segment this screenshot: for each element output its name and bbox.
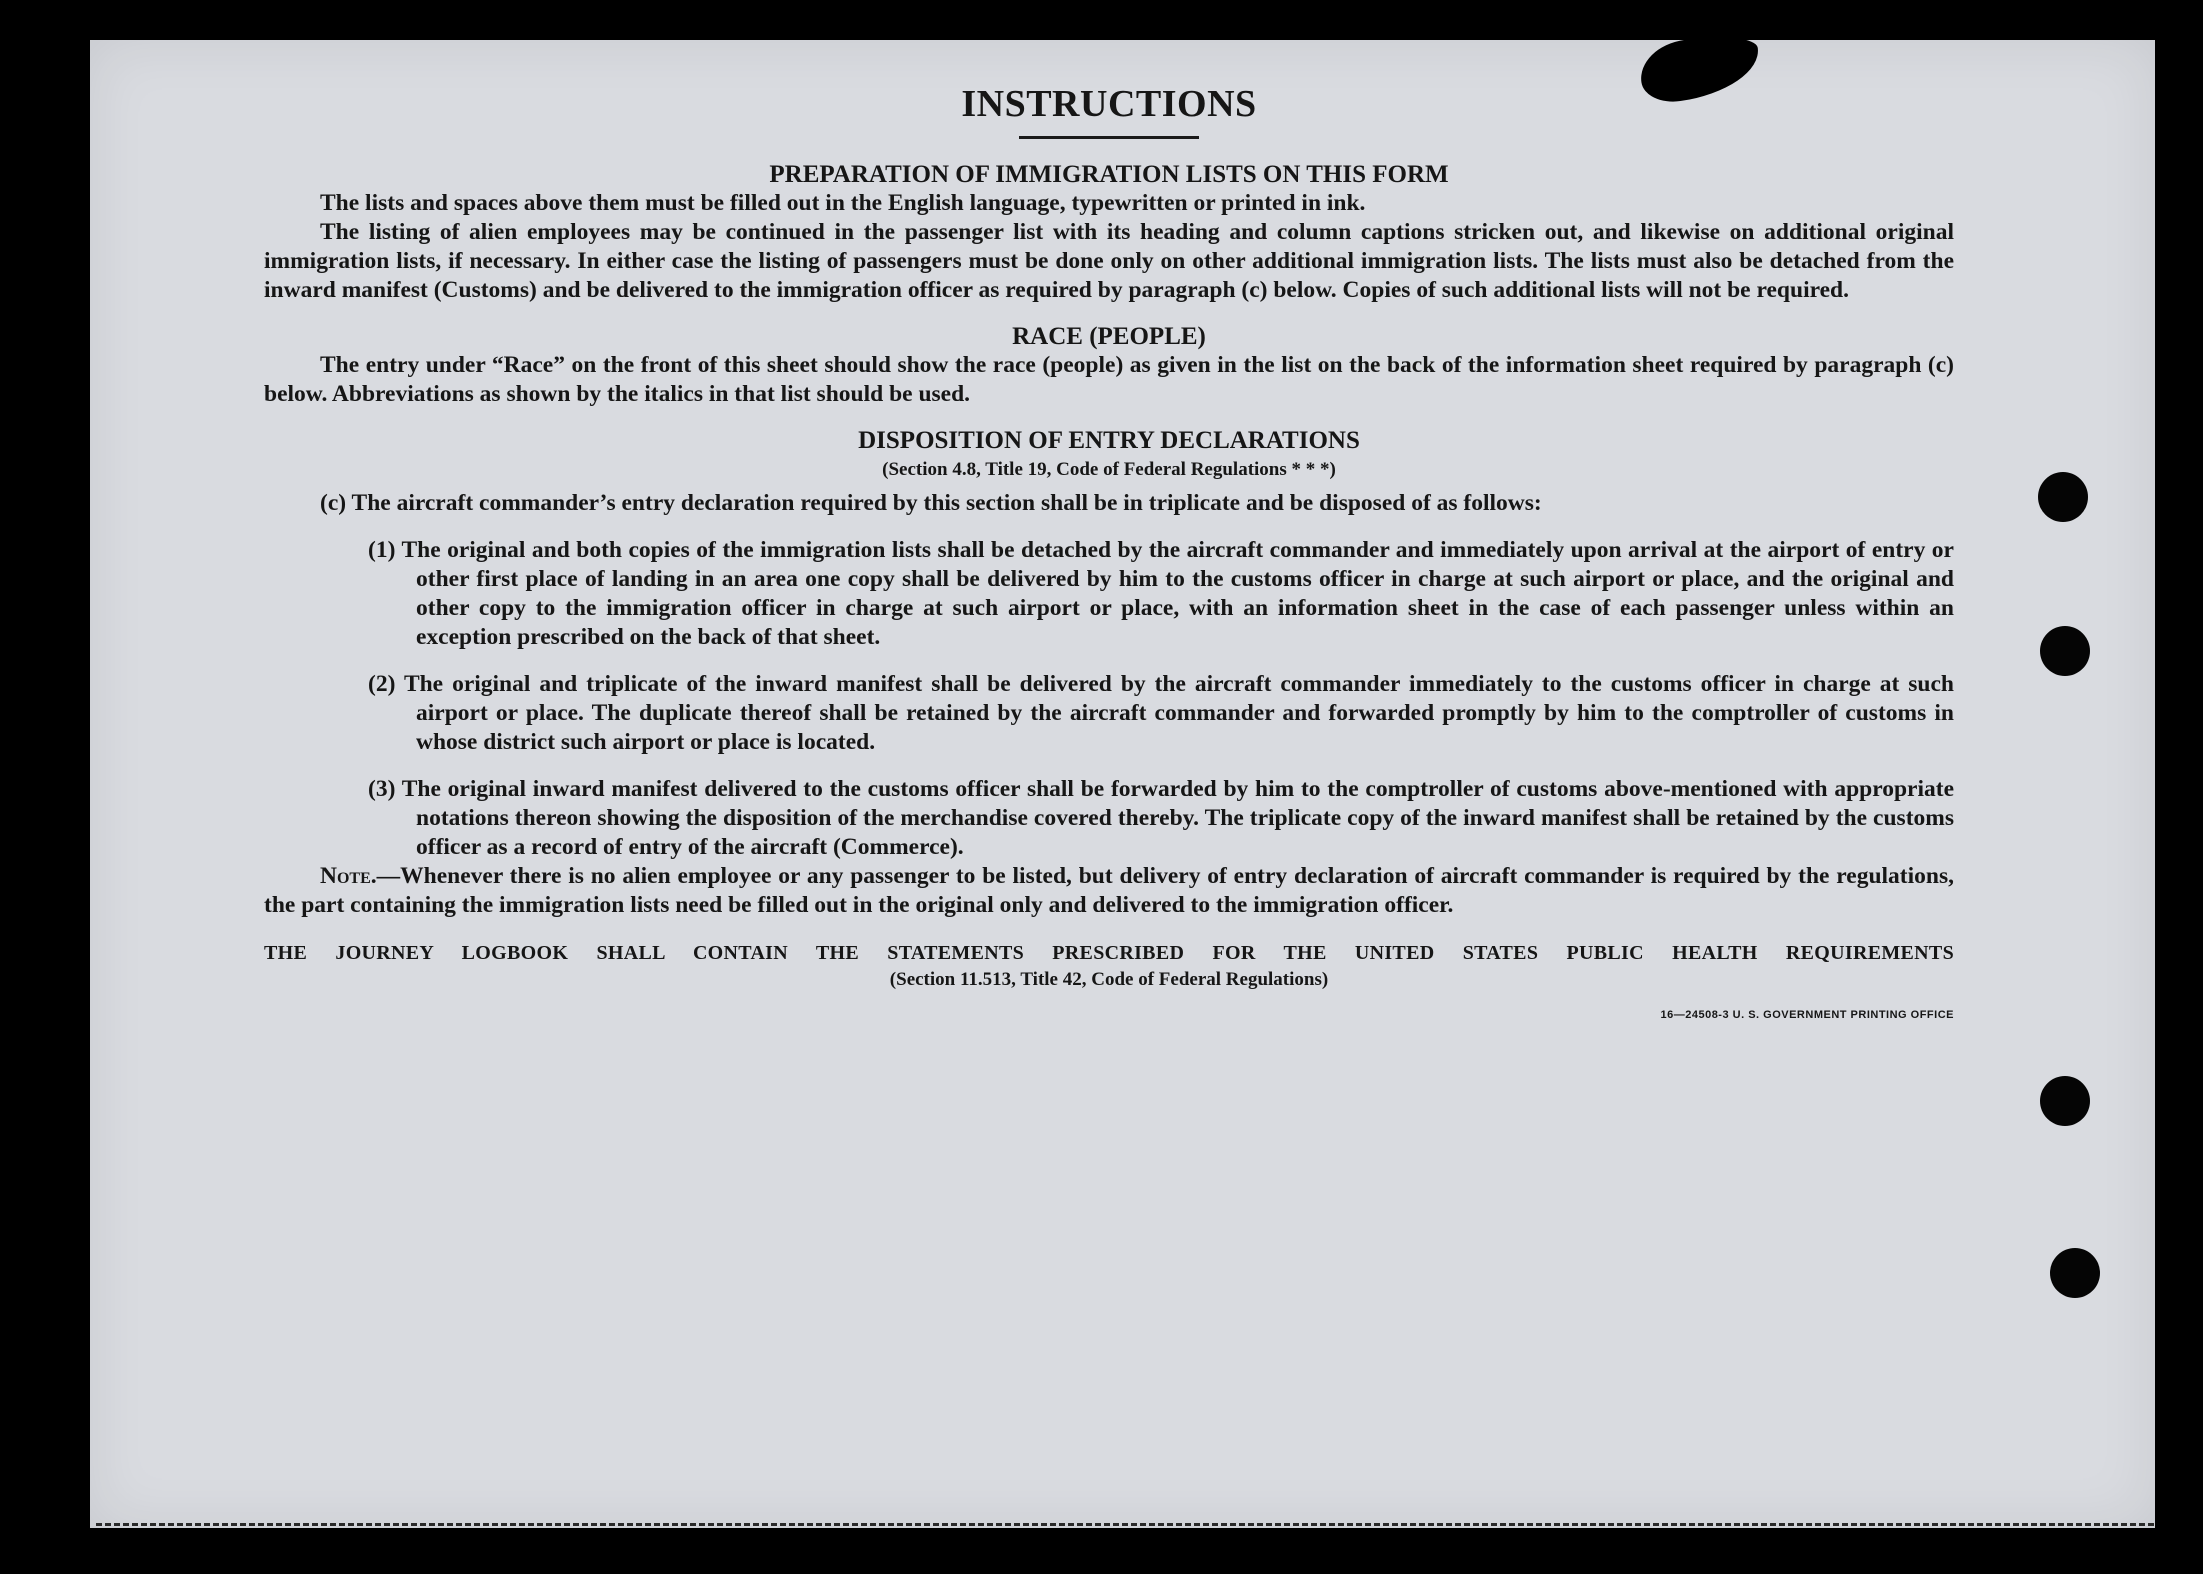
title-rule [1019, 136, 1199, 139]
clause-c-text: The aircraft commander’s entry declaration required by this section shall be in triplicate and be disposed of as follows: [351, 490, 1542, 516]
item-text: The original and triplicate of the inward manifest shall be delivered by the aircraft commander immediately to the customs officer in charge at such airport or place. The duplicate thereof shall be retained by the aircraft commander and forwarded promptly by him to the comptroller of customs in whose district such airport or place is located. [403, 671, 1954, 755]
item-number: (3) [368, 776, 396, 802]
note-label: Note. [320, 863, 377, 889]
list-item [264, 670, 1954, 757]
clause-c [264, 489, 1954, 518]
disposition-heading: DISPOSITION OF ENTRY DECLARATIONS [858, 427, 1360, 454]
punch-hole [2050, 1248, 2100, 1298]
imprint-row [264, 991, 1954, 1031]
punch-hole [2038, 472, 2088, 522]
item-number: (1) [368, 537, 396, 563]
immigration-para-2: The listing of alien employees may be continued in the passenger list with its heading and column captions stricken out, and likewise on additional original immigration lists, if necessary. In either case the listing of passengers must be done only on other additional immigration lists. The lists must also be detached from the inward manifest (Customs) and be delivered to the immigration officer as required by paragraph (c) below. Copies of such additional lists will not be required. [264, 219, 1954, 303]
note-text: —Whenever there is no alien employee or any passenger to be listed, but delivery of entry declaration of aircraft commander is required by the regulations, the part containing the immigration lists need be filled out in the original only and delivered to the immigration officer. [264, 863, 1954, 918]
health-citation: (Section 11.513, Title 42, Code of Federal Regulations) [889, 969, 1329, 990]
health-requirements-line: THE JOURNEY LOGBOOK SHALL CONTAIN THE STATEMENTS PRESCRIBED FOR THE UNITED STATES PUBLIC HEALTH REQUIREMENTS [264, 942, 1954, 964]
race-heading: RACE (PEOPLE) [1012, 323, 1206, 350]
printing-office-imprint: 16—24508-3 U. S. GOVERNMENT PRINTING OFFICE [1660, 1009, 1954, 1021]
disposition-citation: (Section 4.8, Title 19, Code of Federal Regulations * * *) [882, 459, 1336, 480]
clause-c-label: (c) [320, 490, 347, 516]
perforation-line [96, 1523, 2154, 1526]
note-paragraph [264, 862, 1954, 920]
list-item [264, 775, 1954, 862]
punch-hole [2040, 1076, 2090, 1126]
page-title: INSTRUCTIONS [961, 83, 1257, 125]
punch-hole [2040, 626, 2090, 676]
list-item [264, 536, 1954, 652]
immigration-heading: PREPARATION OF IMMIGRATION LISTS ON THIS FORM [769, 161, 1449, 188]
immigration-para-1: The lists and spaces above them must be filled out in the English language, typewritten or printed in ink. [320, 190, 1366, 216]
item-text: The original inward manifest delivered to the customs officer shall be forwarded by him to the comptroller of customs above-mentioned with appropriate notations thereon showing the disposition of the merchandise covered thereby. The triplicate copy of the inward manifest shall be retained by the customs officer as a record of entry of the aircraft (Commerce). [401, 776, 1954, 860]
instructions-content [264, 82, 1954, 1031]
item-number: (2) [368, 671, 396, 697]
item-text: The original and both copies of the immigration lists shall be detached by the aircraft commander and immediately upon arrival at the airport of entry or other first place of landing in an area one copy shall be delivered by him to the customs officer in charge at such airport or place, and the original and other copy to the immigration officer in charge at such airport or place, with an information sheet in the case of each passenger unless within an exception prescribed on the back of that sheet. [401, 537, 1954, 650]
race-para: The entry under “Race” on the front of this sheet should show the race (people) as given in the list on the back of the information sheet required by paragraph (c) below. Abbreviations as shown by the italics in that list should be used. [264, 352, 1954, 407]
